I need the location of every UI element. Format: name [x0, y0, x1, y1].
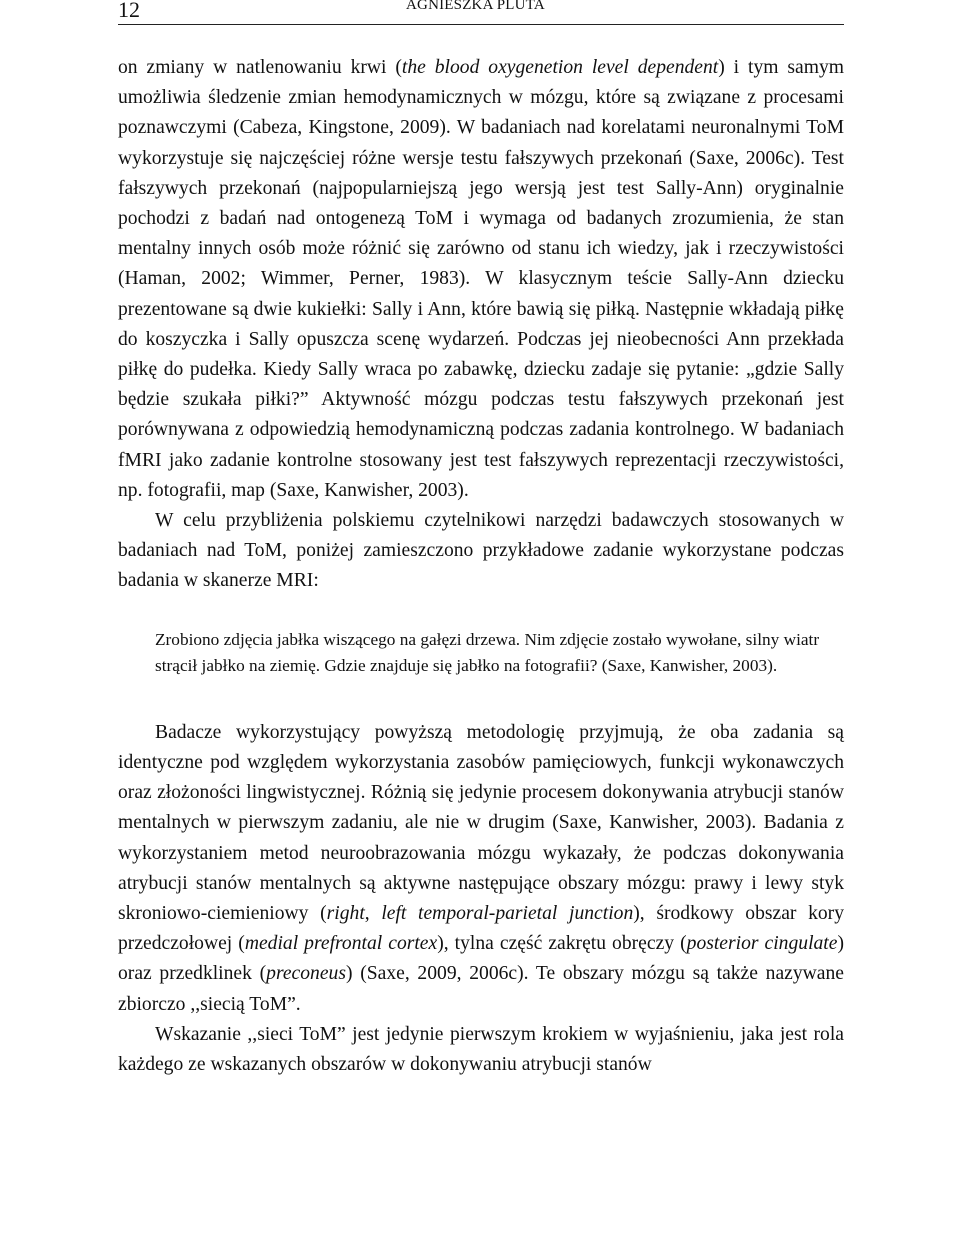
- paragraph-4: Wskazanie ,,sieci ToM” jest jedynie pierwszym krokiem w wyjaśnieniu, jaka jest rola każdego ze wskazanych obszarów w dokonywaniu atrybucji stanów: [118, 1023, 844, 1076]
- page-header: [118, 0, 844, 25]
- text-run: ), środkowy obszar kory przedczołowej (: [118, 903, 845, 955]
- text-run: ,: [364, 903, 382, 925]
- italic-term: medial prefrontal cortex: [244, 933, 438, 955]
- text-run: Badacze wykorzystujący powyższą metodologię przyjmują, że oba zadania są identyczne pod względem wykorzystania zasobów pamięciowych, funkcji wykonawczych oraz złożoności lingwistycznej. Różnią się jedynie procesem dokonywania atrybucji stanów mentalnych w pierwszym zadaniu, ale nie w drugim (Saxe, Kanwisher, 2003). Badania z wykorzystaniem metod neuroobrazowania mózgu wykazały, że podczas dokonywania atrybucji stanów mentalnych są aktywne następujące obszary mózgu: prawy i lewy styk skroniowo-ciemieniowy (: [118, 721, 844, 925]
- italic-term: right: [326, 903, 365, 925]
- text-run: on zmiany w natlenowaniu krwi (: [118, 57, 402, 78]
- paragraph-3: [118, 718, 844, 1020]
- body-text: [118, 53, 844, 1080]
- page-number: 12: [118, 0, 140, 22]
- example-task-quote: Zrobiono zdjęcia jabłka wiszącego na gałęzi drzewa. Nim zdjęcie zostało wywołane, silny wiatr strącił jabłko na ziemię. Gdzie znajduje się jabłko na fotografii? (Saxe, Kanwisher, 2003).: [155, 629, 820, 676]
- italic-term: the blood oxygenetion level dependent: [401, 57, 719, 78]
- italic-term: posterior cingulate: [686, 933, 838, 955]
- text-run: ), tylna część zakrętu obręczy (: [437, 933, 687, 955]
- text-run: ) (Saxe, 2009, 2006c). Te obszary mózgu są także nazywane zbiorczo ,,siecią ToM”.: [118, 963, 844, 1015]
- paragraph-2: W celu przybliżenia polskiemu czytelnikowi narzędzi badawczych stosowanych w badaniach nad ToM, poniżej zamieszczono przykładowe zadanie wykorzystane podczas badania w skanerze MRI:: [118, 510, 844, 592]
- paragraph-1: [118, 53, 844, 506]
- text-run: ) oraz przedklinek (: [118, 933, 844, 985]
- running-head: AGNIESZKA PLUTA: [406, 0, 545, 13]
- italic-term: preconeus: [266, 963, 346, 985]
- text-run: ) i tym samym umożliwia śledzenie zmian hemodynamicznych w mózgu, które są związane z procesami poznawczymi (Cabeza, Kingstone, 2009). W badaniach nad korelatami neuronalnymi ToM wykorzystuje się najczęściej różne wersje testu fałszywych przekonań (Saxe, 2006c). Test fałszywych przekonań (najpopularniejszą jego wersją jest test Sally-Ann) oryginalnie pochodzi z badań nad ontogenezą ToM i wymaga od badanych zrozumienia, że stan mentalny innych osób może różnić się zarówno od stanu ich wiedzy, jak i rzeczywistości (Haman, 2002; Wimmer, Perner, 1983). W klasycznym teście Sally-Ann dziecku prezentowane są dwie kukiełki: Sally i Ann, które bawią się piłką. Następnie wkładają piłkę do koszyczka i Sally opuszcza scenę wydarzeń. Podczas jej nieobecności Ann przekłada piłkę do pudełka. Kiedy Sally wraca po zabawkę, dziecku zadaje się pytanie: „gdzie Sally będzie szukała piłki?” Aktywność mózgu podczas testu fałszywych przekonań jest porównywana z odpowiedzią hemodynamiczną podczas zadania kontrolnego. W badaniach fMRI jako zadanie kontrolne stosowany jest test fałszywych reprezentacji rzeczywistości, np. fotografii, map (Saxe, Kanwisher, 2003).: [118, 57, 844, 501]
- italic-term: left temporal-parietal junction: [381, 903, 634, 925]
